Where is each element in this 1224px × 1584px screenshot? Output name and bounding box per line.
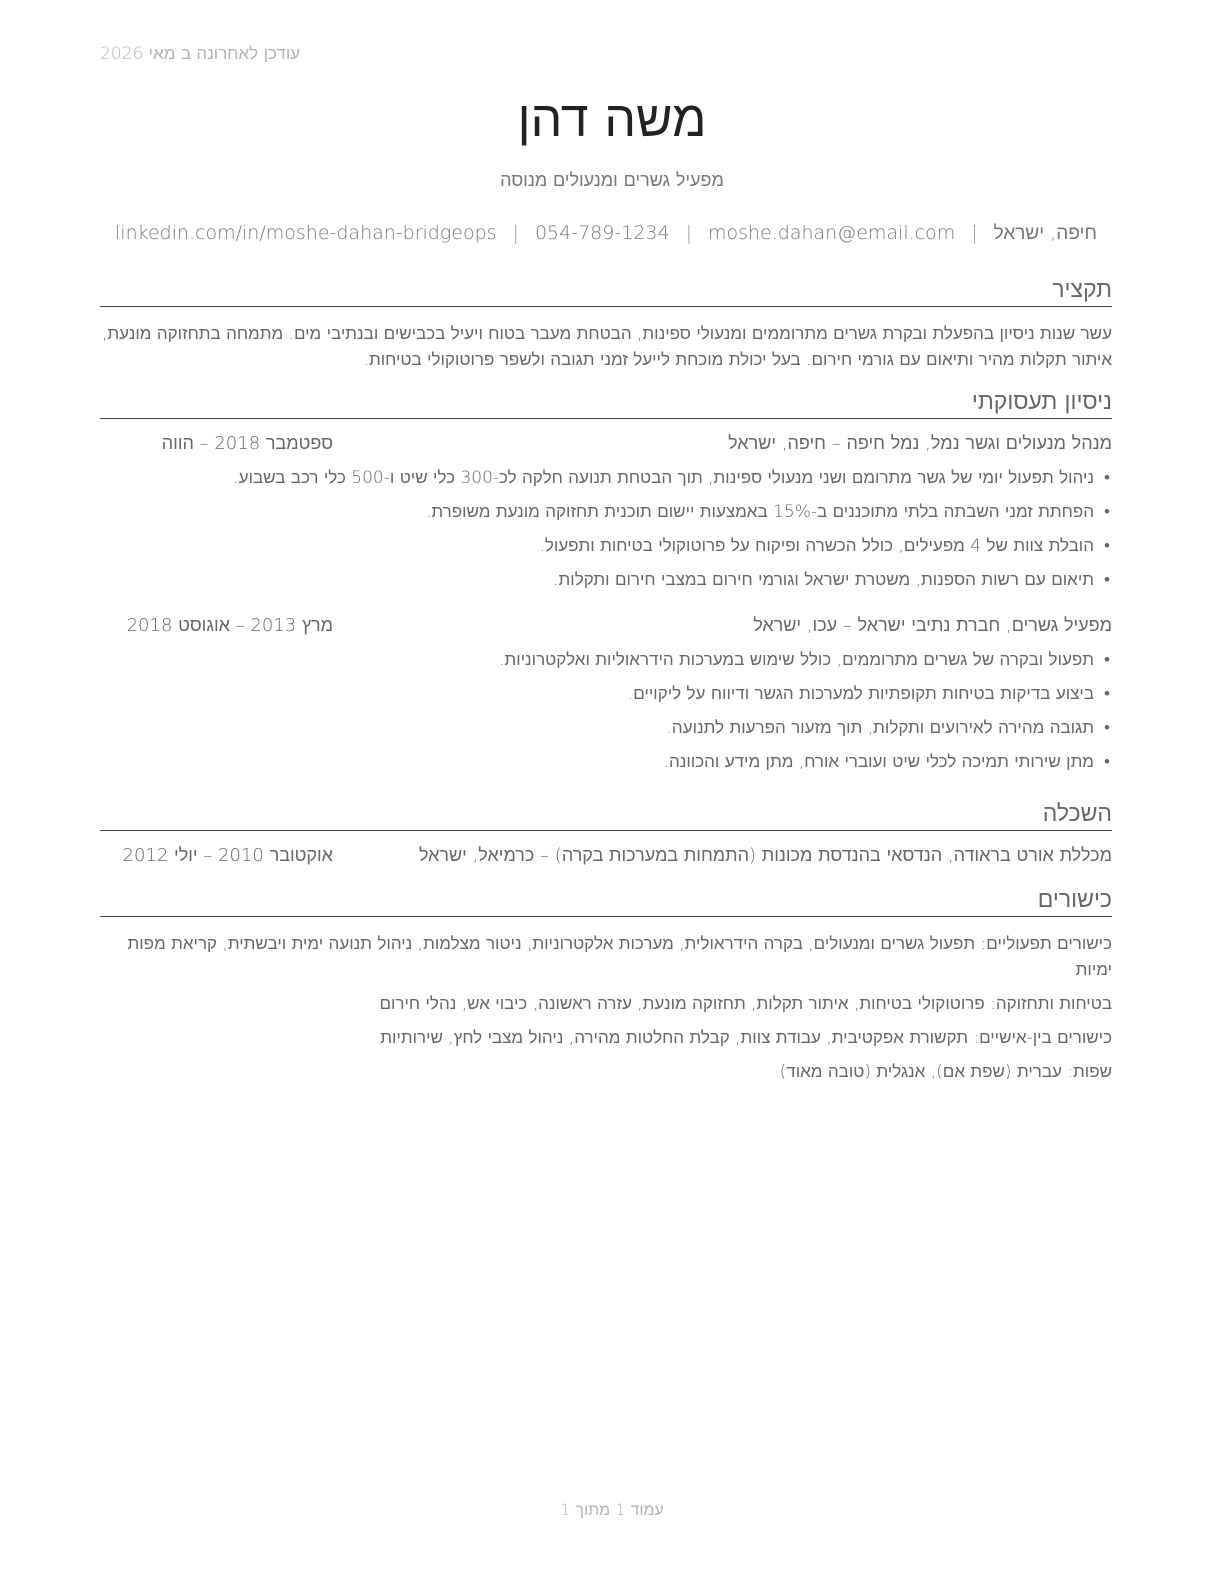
contact-location: חיפה, ישראל [993, 222, 1097, 244]
section-title-education: השכלה [100, 800, 1112, 831]
job-bullets [100, 647, 1112, 775]
skills-section [100, 886, 1112, 1093]
skill-line: בטיחות ותחזוקה: פרוטוקולי בטיחות, איתור תקלות, תחזוקה מונעת, עזרה ראשונה, כיבוי אש, נהלי חירום [379, 994, 1112, 1014]
candidate-subtitle: מפעיל גשרים ומנעולים מנוסה [500, 170, 724, 191]
education-dates: אוקטובר 2010 – יולי 2012 [122, 845, 333, 866]
list-item: • תגובה מהירה לאירועים ותקלות, תוך מזעור הפרעות לתנועה. [100, 715, 1112, 741]
job-header [100, 433, 1112, 459]
job-title: מפעיל גשרים, חברת נתיבי ישראל – עכו, ישראל [753, 615, 1112, 636]
contact-separator: | [685, 222, 692, 244]
job-entry [100, 433, 1112, 593]
summary-text: עשר שנות ניסיון בהפעלת ובקרת גשרים מתרוממים ומנעולי ספינות, הבטחת מעבר בטוח ויעיל בכבישים ובנתיבי מים. מתמחה בתחזוקה מונעת, איתור תקלות מהיר ותיאום עם גורמי חירום. בעל יכולת מוכחת לייעל זמני תגובה ולשפר פרוטוקולי בטיחות. [102, 324, 1112, 370]
experience-section [100, 388, 1112, 783]
candidate-name: משה דהן [517, 90, 707, 148]
page-number: עמוד 1 מתוך 1 [560, 1500, 664, 1519]
section-title-summary: תקציר [100, 276, 1112, 307]
list-item: • הפחתת זמני השבתה בלתי מתוכננים ב-15% באמצעות יישום תוכנית תחזוקה מונעת משופרת. [100, 499, 1112, 525]
list-item: • ביצוע בדיקות בטיחות תקופתיות למערכות הגשר ודיווח על ליקויים. [100, 681, 1112, 707]
education-section [100, 800, 1112, 871]
education-institution: מכללת אורט בראודה, הנדסאי בהנדסת מכונות (התמחות במערכות בקרה) – כרמיאל, ישראל [418, 845, 1112, 866]
list-item: • תיאום עם רשות הספנות, משטרת ישראל וגורמי חירום במצבי חירום ותקלות. [100, 567, 1112, 593]
job-dates: ספטמבר 2018 – הווה [161, 433, 333, 454]
job-bullets [100, 465, 1112, 593]
contact-linkedin[interactable]: linkedin.com/in/moshe-dahan-bridgeops [115, 222, 497, 244]
job-entry [100, 615, 1112, 775]
job-header [100, 615, 1112, 641]
last-updated: עודכן לאחרונה ב מאי 2026 [100, 44, 301, 64]
list-item: • ניהול תפעול יומי של גשר מתרומם ושני מנעולי ספינות, תוך הבטחת תנועה חלקה לכ-300 כלי שיט ו-500 כלי רכב בשבוע. [100, 465, 1112, 491]
list-item: • תפעול ובקרה של גשרים מתרוממים, כולל שימוש במערכות הידראוליות ואלקטרוניות. [100, 647, 1112, 673]
education-entry [100, 845, 1112, 871]
contact-email[interactable]: moshe.dahan@email.com [707, 222, 956, 244]
section-title-skills: כישורים [100, 886, 1112, 917]
skill-line: שפות: עברית (שפת אם), אנגלית (טובה מאוד) [779, 1062, 1112, 1082]
contact-separator: | [512, 222, 519, 244]
summary-section [100, 276, 1112, 373]
job-dates: מרץ 2013 – אוגוסט 2018 [126, 615, 333, 636]
contact-separator: | [971, 222, 978, 244]
list-item: • הובלת צוות של 4 מפעילים, כולל הכשרה ופיקוח על פרוטוקולי בטיחות ותפעול. [100, 533, 1112, 559]
job-title: מנהל מנעולים וגשר נמל, נמל חיפה – חיפה, ישראל [728, 433, 1112, 454]
section-title-experience: ניסיון תעסוקתי [100, 388, 1112, 419]
list-item: • מתן שירותי תמיכה לכלי שיט ועוברי אורח, מתן מידע והכוונה. [100, 749, 1112, 775]
skill-line: כישורים בין-אישיים: תקשורת אפקטיבית, עבודת צוות, קבלת החלטות מהירה, ניהול מצבי לחץ, שירותיות [380, 1028, 1112, 1048]
skill-line: כישורים תפעוליים: תפעול גשרים ומנעולים, בקרה הידראולית, מערכות אלקטרוניות, ניטור מצלמות, ניהול תנועה ימית ויבשתית, קריאת מפות ימיות [127, 934, 1112, 980]
skills-list [100, 931, 1112, 1085]
contact-phone[interactable]: 054-789-1234 [534, 222, 670, 244]
contact-line [100, 222, 1112, 245]
